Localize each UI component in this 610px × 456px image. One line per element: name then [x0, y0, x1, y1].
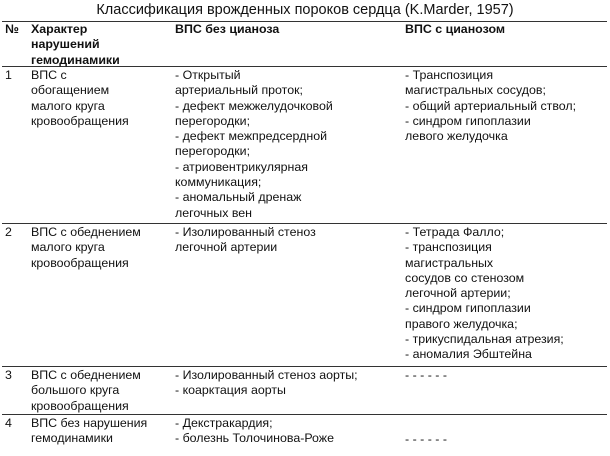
- header-number: №: [5, 22, 19, 36]
- row-3-hemodynamics: ВПС с обеднением большого круга кровообращения: [31, 368, 141, 413]
- row-4-hemodynamics: ВПС без нарушения гемодинамики: [31, 416, 148, 446]
- row-4-with-cyanosis: - - - - - -: [405, 432, 447, 446]
- row-1-with-cyanosis: - Транспозиция магистральных сосудов; - общий артериальный ствол; - синдром гипоплазии левого желудочка: [405, 68, 577, 144]
- header-hemodynamics: Характер нарушений гемодинамики: [31, 22, 120, 67]
- row-3-without-cyanosis: - Изолированный стеноз аорты; - коарктация аорты: [175, 368, 358, 398]
- row-2-number: 2: [5, 225, 12, 239]
- row-3-with-cyanosis: - - - - - -: [405, 368, 447, 382]
- header-with-cyanosis: ВПС с цианозом: [405, 22, 506, 36]
- row-1-hemodynamics: ВПС с обогащением малого круга кровообращения: [31, 68, 129, 128]
- header-without-cyanosis: ВПС без цианоза: [175, 22, 280, 36]
- row-4-number: 4: [5, 416, 12, 430]
- rule-row-1: [2, 223, 607, 224]
- table-title: Классификация врожденных пороков сердца (K.Marder, 1957): [96, 2, 514, 18]
- row-3-number: 3: [5, 368, 12, 382]
- row-1-number: 1: [5, 68, 12, 82]
- rule-row-3: [2, 414, 607, 415]
- row-2-hemodynamics: ВПС с обеднением малого круга кровообращения: [31, 225, 141, 270]
- row-4-without-cyanosis: - Декстракардия; - болезнь Толочинова-Роже: [175, 416, 334, 446]
- row-1-without-cyanosis: - Открытый артериальный проток; - дефект межжелудочковой перегородки; - дефект межпредсердной перегородки; - атриовентрикулярная коммуникация; - аномальный дренаж легочных вен: [175, 68, 333, 220]
- row-2-with-cyanosis: - Тетрада Фалло; - транспозиция магистральных сосудов со стенозом легочной артерии; - синдром гипоплазии правого желудочка; - трикуспидальная атрезия; - аномалия Эбштейна: [405, 225, 564, 362]
- rule-row-2: [2, 366, 607, 367]
- row-2-without-cyanosis: - Изолированный стеноз легочной артерии: [175, 225, 316, 255]
